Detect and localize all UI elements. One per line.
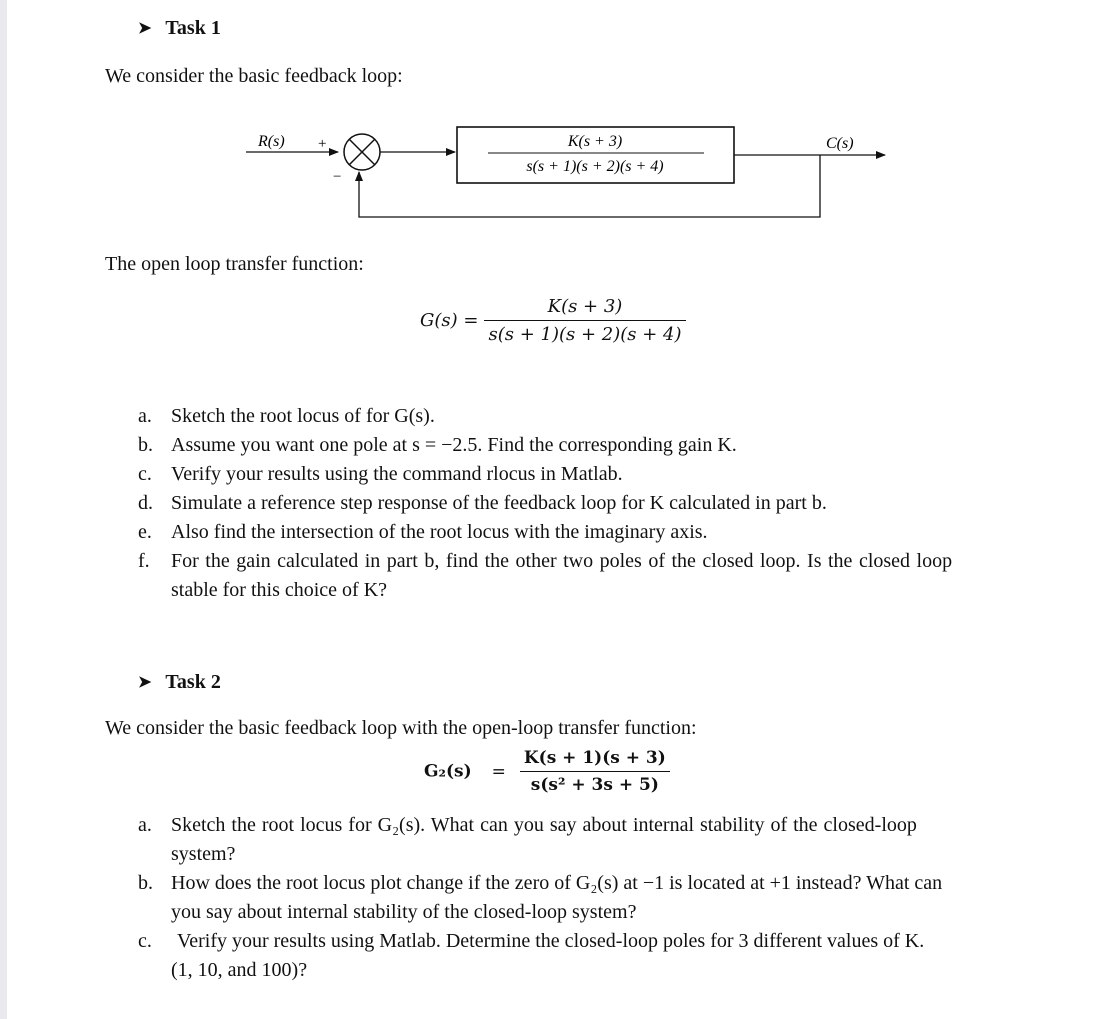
task2-equation <box>424 748 670 795</box>
task2-equation-lhs: G₂(s) <box>424 761 472 782</box>
block-denominator: s(s + 1)(s + 2)(s + 4) <box>526 158 664 175</box>
list-item <box>138 402 952 431</box>
arrow-bullet-icon: ➤ <box>138 20 152 37</box>
task1-intro: We consider the basic feedback loop: <box>105 65 403 87</box>
list-item <box>138 489 952 518</box>
list-item <box>138 927 942 985</box>
item-text-continued: system? <box>171 843 236 865</box>
item-text: For the gain calculated in part b, find the other two poles of the closed loop. Is the closed loop <box>171 550 953 572</box>
item-text: Sketch the root locus for G₂(s). What can you say about internal stability of the closed-loop <box>171 814 917 836</box>
list-item <box>138 518 952 547</box>
minus-sign: − <box>333 169 342 185</box>
equation-lhs: G(s) = <box>420 310 479 331</box>
task1-question-list <box>138 402 952 605</box>
item-text: Sketch the root locus of for G(s). <box>171 405 435 427</box>
feedback-loop-diagram <box>0 0 1102 240</box>
task2-equation-numerator: K(s + 1)(s + 3) <box>523 748 666 768</box>
task2-heading <box>138 671 221 694</box>
item-text: How does the root locus plot change if the zero of G₂(s) at −1 is located at +1 instead? What can <box>171 872 943 894</box>
list-item <box>138 460 952 489</box>
list-item <box>138 811 942 869</box>
item-label: a. <box>138 814 152 836</box>
task2-equation-equals: = <box>491 761 506 782</box>
item-text-continued: (1, 10, and 100)? <box>171 959 308 981</box>
task2-question-list <box>138 811 942 985</box>
item-text: Verify your results using the command rlocus in Matlab. <box>171 463 623 485</box>
item-label: e. <box>138 521 152 543</box>
task2-intro: We consider the basic feedback loop with the open-loop transfer function: <box>105 717 697 739</box>
input-label: R(s) <box>258 133 285 150</box>
summing-junction-icon <box>344 134 380 170</box>
item-text-continued: you say about internal stability of the closed-loop system? <box>171 901 637 923</box>
list-item <box>138 869 942 927</box>
list-item <box>138 547 952 605</box>
open-loop-text: The open loop transfer function: <box>105 253 364 275</box>
equation-denominator: s(s + 1)(s + 2)(s + 4) <box>484 320 685 345</box>
task2-heading-text: Task 2 <box>165 671 221 693</box>
item-text: Also find the intersection of the root locus with the imaginary axis. <box>171 521 708 543</box>
equation-numerator: K(s + 3) <box>547 296 623 317</box>
item-label: d. <box>138 492 153 514</box>
item-text: Verify your results using Matlab. Determine the closed-loop poles for 3 different values of K. <box>177 930 925 952</box>
item-label: c. <box>138 930 152 952</box>
task1-heading-text: Task 1 <box>165 17 221 39</box>
arrow-bullet-icon: ➤ <box>138 674 152 691</box>
item-label: f. <box>138 550 150 572</box>
item-label: a. <box>138 405 152 427</box>
task2-equation-fraction <box>520 748 670 795</box>
item-label: c. <box>138 463 152 485</box>
item-text-continued: stable for this choice of K? <box>171 579 388 601</box>
item-text: Assume you want one pole at s = −2.5. Find the corresponding gain K. <box>171 434 737 456</box>
list-item <box>138 431 952 460</box>
item-label: b. <box>138 872 153 894</box>
task2-equation-denominator: s(s² + 3s + 5) <box>520 771 670 795</box>
item-text: Simulate a reference step response of the feedback loop for K calculated in part b. <box>171 492 827 514</box>
block-numerator: K(s + 3) <box>567 133 623 150</box>
output-label: C(s) <box>826 135 854 152</box>
equation-fraction <box>484 296 685 345</box>
plus-sign: + <box>318 136 327 152</box>
item-label: b. <box>138 434 153 456</box>
open-loop-equation <box>420 296 686 345</box>
